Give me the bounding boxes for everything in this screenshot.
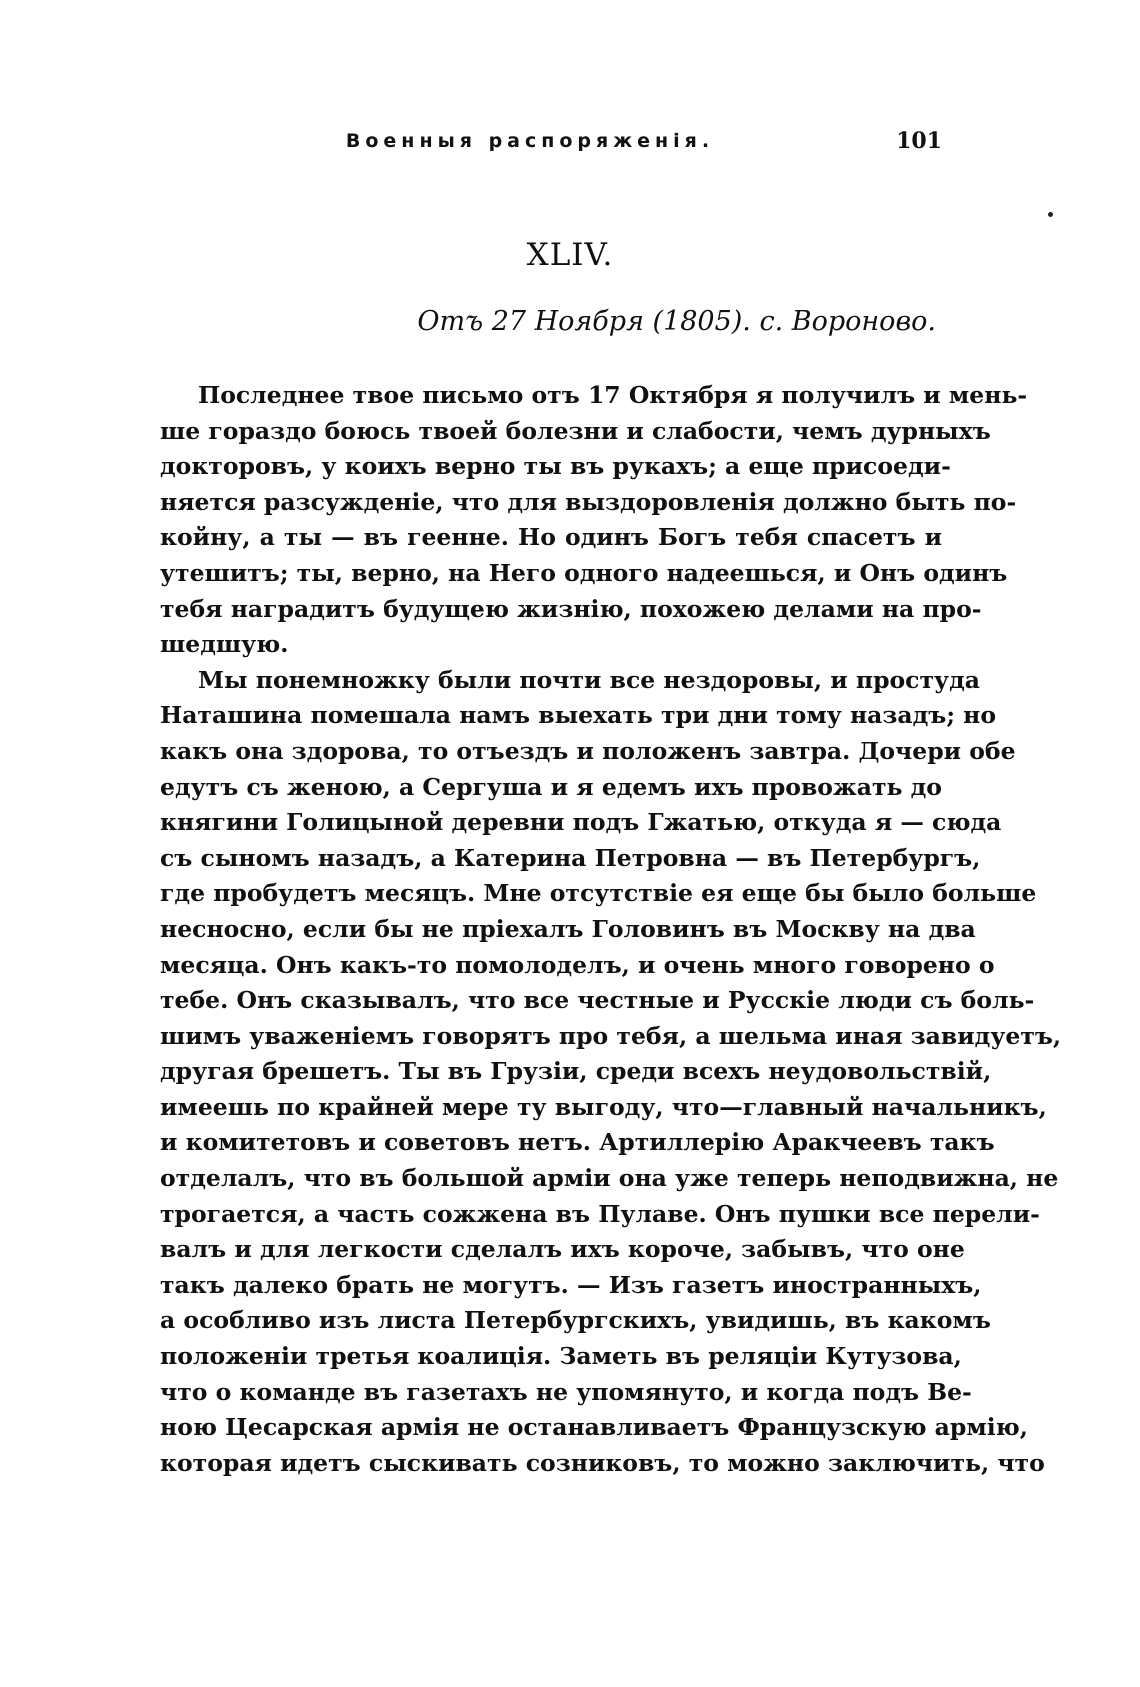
- print-speck: [1048, 212, 1053, 217]
- text-line: Наташина помешала намъ выехать три дни тому назадъ; но: [160, 701, 997, 730]
- text-line: ною Цесарская армія не останавливаетъ Французскую армію,: [160, 1413, 1028, 1442]
- text-line: Мы понемножку были почти все нездоровы, и простуда: [198, 665, 980, 694]
- dateline: Отъ 27 Ноября (1805). с. Вороново.: [417, 306, 936, 337]
- running-header: [160, 130, 942, 160]
- text-line: что о команде въ газетахъ не упомянуто, и когда подъ Ве-: [160, 1377, 972, 1406]
- text-line: положеніи третья коалиція. Заметь въ реляціи Кутузова,: [160, 1342, 962, 1371]
- text-line: едутъ съ женою, а Сергуша и я едемъ ихъ провожать до: [160, 772, 942, 801]
- text-line: трогается, а часть сожжена въ Пулаве. Онъ пушки все перели-: [160, 1199, 1040, 1228]
- text-line: где пробудетъ месяцъ. Мне отсутствіе ея еще бы было больше: [160, 879, 1037, 908]
- running-title: Военныя распоряженія.: [345, 130, 715, 152]
- text-line: койну, а ты — въ геенне. Но одинъ Богъ тебя спасетъ и: [160, 523, 942, 552]
- text-line: имеешь по крайней мере ту выгоду, что—главный начальникъ,: [160, 1092, 1047, 1121]
- text-line: другая брешетъ. Ты въ Грузіи, среди всехъ неудовольствій,: [160, 1057, 992, 1086]
- letter-body: [160, 378, 1062, 1481]
- text-line: докторовъ, у коихъ верно ты въ рукахъ; а еще присоеди-: [160, 452, 951, 481]
- text-line: месяца. Онъ какъ-то помолоделъ, и очень много говорено о: [160, 950, 995, 979]
- text-line: валъ и для легкости сделалъ ихъ короче, забывъ, что оне: [160, 1235, 965, 1264]
- text-line: няется разсужденіе, что для выздоровленія должно быть по-: [160, 487, 1017, 516]
- text-line: Последнее твое письмо отъ 17 Октября я получилъ и мень-: [198, 381, 1028, 409]
- text-line: отделалъ, что въ большой арміи она уже теперь неподвижна, не: [160, 1164, 1059, 1193]
- text-line: которая идетъ сыскивать созниковъ, то можно заключить, что: [160, 1448, 1045, 1477]
- text-line: шедшую.: [160, 630, 289, 659]
- text-line: съ сыномъ назадъ, а Катерина Петровна — въ Петербургъ,: [160, 843, 981, 872]
- text-line: а особливо изъ листа Петербургскихъ, увидишь, въ какомъ: [160, 1306, 991, 1335]
- page-number: 101: [896, 128, 942, 154]
- text-line: какъ она здорова, то отъездъ и положенъ завтра. Дочери обе: [160, 736, 1016, 765]
- text-line: несносно, если бы не пріехалъ Головинъ въ Москву на два: [160, 914, 976, 943]
- text-line: княгини Голицыной деревни подъ Гжатью, откуда я — сюда: [160, 808, 1002, 837]
- paragraph: [160, 663, 1062, 1482]
- text-line: тебе. Онъ сказывалъ, что все честные и Русскіе люди съ боль-: [160, 986, 1035, 1015]
- text-line: шимъ уваженіемъ говорятъ про тебя, а шельма иная завидуетъ,: [160, 1021, 1062, 1050]
- paragraph: [160, 378, 1028, 663]
- text-line: утешитъ; ты, верно, на Него одного надеешься, и Онъ одинъ: [160, 558, 1008, 587]
- section-number: XLIV.: [526, 237, 614, 273]
- text-line: такъ далеко брать не могутъ. — Изъ газетъ иностранныхъ,: [160, 1270, 982, 1299]
- text-line: и комитетовъ и советовъ нетъ. Артиллерію Аракчеевъ такъ: [160, 1128, 995, 1157]
- text-line: ше гораздо боюсь твоей болезни и слабости, чемъ дурныхъ: [160, 416, 991, 445]
- text-line: тебя наградитъ будущею жизнію, похожею делами на про-: [160, 594, 982, 623]
